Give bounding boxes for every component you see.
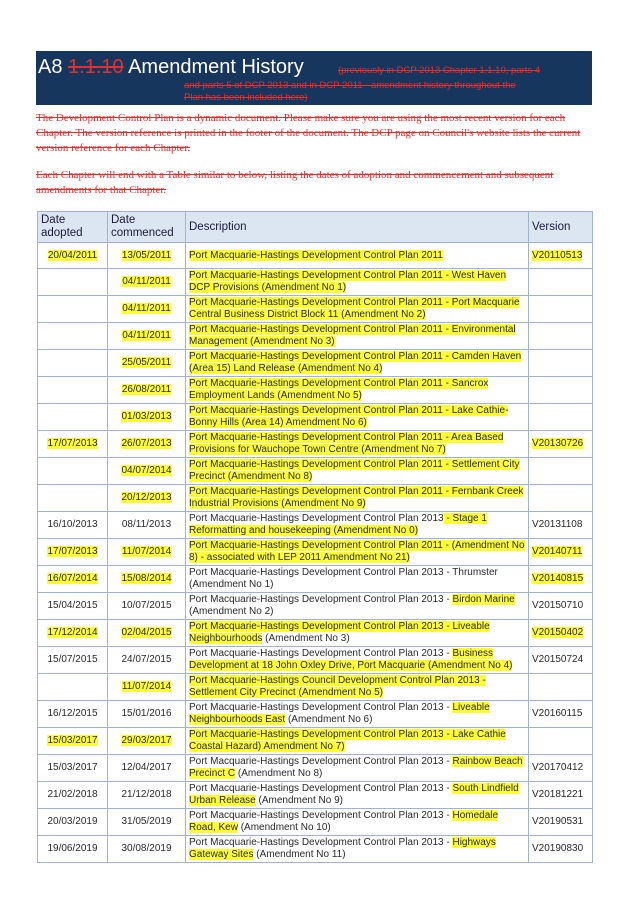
date-commenced-cell (108, 674, 186, 701)
table-row (38, 458, 593, 485)
date-commenced-cell (108, 782, 186, 809)
date-commenced-cell (108, 539, 186, 566)
date-commenced-cell-text: 25/05/2011 (121, 357, 172, 368)
date-adopted-cell-text: 17/12/2014 (47, 627, 98, 638)
chapter-title (38, 54, 304, 80)
description-text: Port Macquarie-Hastings Development Control Plan 2011 - West Haven DCP Provisions (Amendment No 1) (189, 270, 507, 293)
version-cell-text: V20150402 (532, 627, 584, 638)
date-commenced-cell (108, 647, 186, 674)
description-text: Port Macquarie-Hastings Development Control Plan 2011 - Settlement City Precinct (Amendment No 8) (189, 459, 520, 482)
date-commenced-cell (108, 296, 186, 323)
table-row (38, 755, 593, 782)
description-cell (186, 377, 529, 404)
header-date-commenced: Date commenced (108, 212, 186, 243)
date-commenced-cell-text: 31/05/2019 (121, 816, 172, 827)
description-text: Port Macquarie-Hastings Development Control Plan 2013 - Liveable Neighbourhoods (189, 621, 490, 644)
description-text: Port Macquarie-Hastings Development Control Plan 2013 - (189, 783, 453, 794)
date-adopted-cell-text: 19/06/2019 (47, 843, 98, 854)
version-cell-text: V20190531 (532, 816, 584, 827)
description-text: Port Macquarie-Hastings Development Control Plan 2013 - (189, 837, 453, 848)
description-cell (186, 674, 529, 701)
description-text: Port Macquarie-Hastings Development Control Plan 2013 - (189, 594, 453, 605)
version-cell (529, 539, 593, 566)
version-cell (529, 674, 593, 701)
table-row (38, 566, 593, 593)
description-text: (Amendment No 6) (285, 714, 373, 725)
table-row (38, 539, 593, 566)
date-adopted-cell (38, 350, 108, 377)
description-cell (186, 269, 529, 296)
version-cell (529, 782, 593, 809)
table-row (38, 377, 593, 404)
date-adopted-cell-text: 15/03/2017 (47, 762, 98, 773)
date-adopted-cell (38, 323, 108, 350)
date-adopted-cell (38, 485, 108, 512)
date-commenced-cell-text: 01/03/2013 (121, 411, 172, 422)
date-adopted-cell (38, 701, 108, 728)
date-commenced-cell (108, 836, 186, 863)
date-commenced-cell (108, 431, 186, 458)
date-commenced-cell (108, 755, 186, 782)
date-adopted-cell (38, 566, 108, 593)
date-adopted-cell (38, 243, 108, 269)
date-adopted-cell (38, 836, 108, 863)
version-cell-text: V20150710 (532, 600, 584, 611)
date-adopted-cell (38, 809, 108, 836)
date-commenced-cell-text: 15/08/2014 (121, 573, 172, 584)
header-description: Description (186, 212, 529, 243)
date-commenced-cell (108, 269, 186, 296)
version-cell-text: V20181221 (532, 789, 584, 800)
description-cell (186, 243, 529, 269)
date-adopted-cell (38, 539, 108, 566)
description-text: (Amendment No 9) (255, 795, 343, 806)
date-adopted-cell (38, 782, 108, 809)
table-row (38, 674, 593, 701)
description-text: Port Macquarie-Hastings Development Control Plan 2013 - (189, 756, 453, 767)
description-cell (186, 566, 529, 593)
description-cell (186, 485, 529, 512)
intro-paragraph-table-note: Each Chapter will end with a Table similar to below, listing the dates of adoption and commencement and subsequent amendments for that Chapter. (36, 169, 554, 196)
version-cell-text: V20140711 (532, 546, 583, 557)
date-commenced-cell-text: 13/05/2011 (121, 249, 172, 261)
version-cell (529, 836, 593, 863)
description-text: Homedale Road, Kew (189, 810, 499, 833)
version-cell (529, 350, 593, 377)
date-commenced-cell-text: 04/07/2014 (121, 465, 172, 476)
date-adopted-cell-text: 16/07/2014 (47, 573, 98, 584)
date-adopted-cell (38, 755, 108, 782)
description-text: Port Macquarie-Hastings Development Control Plan 2011 - Sancrox Employment Lands (Amendment No 5) (189, 378, 489, 401)
version-cell (529, 243, 593, 269)
description-text: Business Development at 18 John Oxley Drive, Port Macquarie (Amendment No 4) (189, 648, 513, 671)
date-adopted-cell-text: 17/07/2013 (47, 546, 98, 557)
description-cell (186, 647, 529, 674)
intro-paragraph-dynamic-document: The Development Control Plan is a dynamic document. Please make sure you are using the most recent version for each Chapter. The version reference is printed in the footer of the document. The DCP page on Council's website lists the current version reference for each Chapter. (36, 112, 581, 154)
version-cell (529, 485, 593, 512)
version-cell (529, 701, 593, 728)
heading-note-line-1: (previously in DCP 2013 Chapter 1.1.10, parts 4 (338, 65, 541, 76)
date-adopted-cell-text: 15/07/2015 (47, 654, 98, 665)
date-commenced-cell-text: 26/07/2013 (121, 438, 172, 449)
date-commenced-cell-text: 11/07/2014 (121, 546, 172, 557)
date-adopted-cell-text: 21/02/2018 (47, 789, 98, 800)
table-row (38, 809, 593, 836)
version-cell-text: V20131108 (532, 519, 583, 530)
version-cell-text: V20170412 (532, 762, 584, 773)
description-text: Liveable Neighbourhoods East (189, 702, 490, 725)
version-cell (529, 593, 593, 620)
date-adopted-cell-text: 20/04/2011 (47, 249, 98, 261)
date-commenced-cell-text: 10/07/2015 (121, 600, 172, 611)
description-cell (186, 593, 529, 620)
table-body (38, 243, 593, 863)
version-cell-text: V20130726 (532, 438, 584, 449)
table-row (38, 350, 593, 377)
table-row (38, 431, 593, 458)
date-commenced-cell-text: 26/08/2011 (121, 384, 172, 395)
table-row (38, 512, 593, 539)
date-commenced-cell-text: 04/11/2011 (122, 303, 171, 314)
description-text: Port Macquarie-Hastings Development Control Plan 2011 - Area Based Provisions for Wauchope Town Centre (Amendment No 7) (189, 432, 504, 455)
version-cell (529, 728, 593, 755)
description-text: Port Macquarie-Hastings Development Control Plan 2011 - Lake Cathie-Bonny Hills (Area 14) Amendment No 6) (189, 405, 509, 428)
date-adopted-cell-text: 16/10/2013 (47, 519, 98, 530)
description-cell (186, 620, 529, 647)
chapter-heading-banner (36, 51, 592, 105)
date-adopted-cell (38, 269, 108, 296)
date-adopted-cell-text: 15/03/2017 (47, 735, 98, 746)
date-commenced-cell (108, 566, 186, 593)
description-text: Port Macquarie-Hastings Development Control Plan 2011 - Port Macquarie Central Business District Block 11 (Amendment No 2) (189, 297, 520, 320)
table-row (38, 782, 593, 809)
date-commenced-cell-text: 24/07/2015 (121, 654, 172, 665)
heading-note-line-3: Plan has been included here) (184, 92, 308, 103)
date-commenced-cell (108, 458, 186, 485)
header-date-adopted: Date adopted (38, 212, 108, 243)
description-cell (186, 296, 529, 323)
date-commenced-cell-text: 11/07/2014 (121, 681, 172, 692)
description-text: Birdon Marine (452, 594, 515, 605)
date-adopted-cell (38, 620, 108, 647)
header-version: Version (529, 212, 593, 243)
description-cell (186, 701, 529, 728)
date-commenced-cell (108, 593, 186, 620)
description-text: Port Macquarie-Hastings Development Control Plan 2011 (189, 249, 443, 261)
version-cell-text: V20110513 (532, 249, 583, 261)
description-text: South Lindfield Urban Release (189, 783, 519, 806)
version-cell (529, 755, 593, 782)
version-cell (529, 647, 593, 674)
description-text: Port Macquarie-Hastings Development Control Plan 2013 - (189, 648, 453, 659)
date-commenced-cell-text: 02/04/2015 (121, 627, 172, 638)
date-adopted-cell (38, 647, 108, 674)
table-row (38, 323, 593, 350)
table-row (38, 620, 593, 647)
heading-note-line-2: and parts 5 of DCP 2013 and in DCP 2011 - amendment history throughout the (184, 80, 516, 91)
description-cell (186, 755, 529, 782)
date-adopted-cell-text: 15/04/2015 (47, 600, 98, 611)
table-row (38, 269, 593, 296)
date-commenced-cell (108, 323, 186, 350)
description-text: (Amendment No 10) (237, 822, 331, 833)
description-cell (186, 782, 529, 809)
date-commenced-cell-text: 29/03/2017 (121, 735, 172, 746)
table-row (38, 404, 593, 431)
description-text: (Amendment No 11) (253, 849, 346, 860)
date-adopted-cell (38, 377, 108, 404)
date-commenced-cell (108, 243, 186, 269)
table-row (38, 647, 593, 674)
version-cell (529, 296, 593, 323)
description-cell (186, 350, 529, 377)
version-cell (529, 458, 593, 485)
date-commenced-cell-text: 04/11/2011 (122, 330, 171, 341)
version-cell-text: V20150724 (532, 654, 584, 665)
version-cell (529, 404, 593, 431)
date-adopted-cell-text: 16/12/2015 (47, 708, 98, 719)
version-cell (529, 512, 593, 539)
amendment-history-table (37, 211, 593, 863)
date-adopted-cell (38, 296, 108, 323)
description-cell (186, 728, 529, 755)
description-cell (186, 458, 529, 485)
date-commenced-cell-text: 20/12/2013 (121, 492, 172, 503)
description-text: Rainbow Beach Precinct C (189, 756, 523, 779)
version-cell (529, 620, 593, 647)
table-row (38, 728, 593, 755)
description-text: Port Macquarie-Hastings Development Control Plan 2011 - Environmental Management (Amendment No 3) (189, 324, 516, 347)
date-commenced-cell (108, 620, 186, 647)
description-text: Port Macquarie-Hastings Development Control Plan 2013 - (189, 810, 453, 821)
chapter-name: Amendment History (128, 56, 304, 78)
description-text: (Amendment No 2) (189, 606, 274, 617)
date-commenced-cell (108, 728, 186, 755)
date-commenced-cell (108, 404, 186, 431)
description-text: - Stage 1 Reformatting and housekeeping (Amendment No 0) (189, 513, 487, 536)
date-commenced-cell (108, 485, 186, 512)
description-cell (186, 539, 529, 566)
date-commenced-cell (108, 377, 186, 404)
description-text: Port Macquarie-Hastings Development Control Plan 2013 (189, 513, 444, 524)
description-text: Port Macquarie-Hastings Development Control Plan 2013 - Thrumster (Amendment No 1) (189, 567, 498, 590)
date-commenced-cell-text: 15/01/2016 (121, 708, 172, 719)
date-commenced-cell-text: 30/08/2019 (121, 843, 172, 854)
description-text: Port Macquarie-Hastings Development Control Plan 2011 - Fernbank Creek Industrial Provisions (Amendment No 9) (189, 486, 524, 509)
version-cell (529, 323, 593, 350)
chapter-prefix: A8 (38, 56, 63, 78)
description-text: (Amendment No 3) (262, 633, 350, 644)
description-cell (186, 512, 529, 539)
description-cell (186, 404, 529, 431)
version-cell (529, 431, 593, 458)
version-cell-text: V20190830 (532, 843, 584, 854)
date-adopted-cell (38, 728, 108, 755)
description-cell (186, 809, 529, 836)
description-text: Port Macquarie-Hastings Development Control Plan 2013 - (189, 702, 453, 713)
version-cell-text: V20140815 (532, 573, 584, 584)
date-adopted-cell (38, 674, 108, 701)
table-row (38, 243, 593, 269)
date-adopted-cell-text: 20/03/2019 (47, 816, 98, 827)
description-cell (186, 836, 529, 863)
date-adopted-cell (38, 593, 108, 620)
struck-chapter-number: 1.1.10 (68, 56, 124, 78)
table-row (38, 701, 593, 728)
table-row (38, 296, 593, 323)
description-text: Port Macquarie-Hastings Development Control Plan 2011 - (Amendment No 8) - associated with LEP 2011 Amendment No 21) (189, 540, 525, 563)
description-text: Highways Gateway Sites (189, 837, 496, 860)
table-header-row (38, 212, 593, 243)
date-commenced-cell (108, 350, 186, 377)
date-adopted-cell (38, 404, 108, 431)
date-commenced-cell-text: 08/11/2013 (121, 519, 172, 530)
description-cell (186, 323, 529, 350)
date-commenced-cell-text: 21/12/2018 (121, 789, 172, 800)
version-cell (529, 809, 593, 836)
version-cell (529, 269, 593, 296)
date-commenced-cell (108, 809, 186, 836)
table-row (38, 836, 593, 863)
version-cell (529, 377, 593, 404)
description-text: Port Macquarie-Hastings Development Control Plan 2013 - Lake Cathie Coastal Hazard) Amendment No 7) (189, 729, 506, 752)
description-text: Port Macquarie-Hastings Council Development Control Plan 2013 - Settlement City Precinct (Amendment No 5) (189, 675, 486, 698)
version-cell-text: V20160115 (532, 708, 583, 719)
version-cell (529, 566, 593, 593)
date-commenced-cell (108, 701, 186, 728)
date-commenced-cell (108, 512, 186, 539)
table-row (38, 485, 593, 512)
description-text: (Amendment No 8) (235, 768, 323, 779)
date-commenced-cell-text: 12/04/2017 (121, 762, 172, 773)
date-adopted-cell-text: 17/07/2013 (47, 438, 98, 449)
description-text: Port Macquarie-Hastings Development Control Plan 2011 - Camden Haven (Area 15) Land Release (Amendment No 4) (189, 351, 522, 374)
date-adopted-cell (38, 512, 108, 539)
date-adopted-cell (38, 431, 108, 458)
description-cell (186, 431, 529, 458)
date-adopted-cell (38, 458, 108, 485)
date-commenced-cell-text: 04/11/2011 (122, 276, 171, 287)
table-row (38, 593, 593, 620)
